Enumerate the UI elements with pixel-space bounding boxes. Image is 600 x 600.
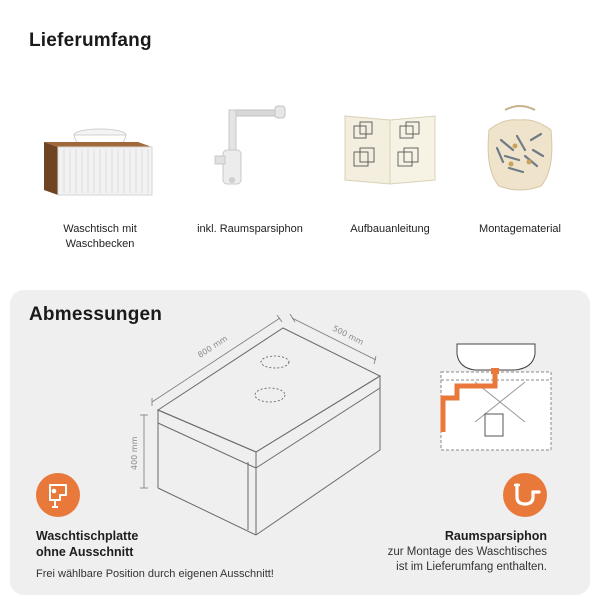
- delivery-item-label-mounting: Montagematerial: [479, 223, 561, 235]
- feature-countertop-text: Frei wählbare Position durch eigenen Ausschnitt!: [36, 568, 274, 580]
- depth-dimension-label: 500 mm: [331, 323, 365, 347]
- siphon-icon: [503, 473, 547, 517]
- feature-countertop-title: Waschtischplatte ohne Ausschnitt: [36, 529, 139, 559]
- delivery-item-label-siphon: inkl. Raumsparsiphon: [197, 223, 303, 235]
- assembly-manual-image: [340, 112, 440, 187]
- cabinet-dimension-drawing: [120, 310, 400, 540]
- height-dimension-label: 400 mm: [130, 436, 139, 470]
- siphon-image: [205, 102, 295, 197]
- delivery-item-label-manual: Aufbauanleitung: [350, 223, 430, 235]
- section-title-delivery: Lieferumfang: [29, 30, 152, 51]
- delivery-item-label-vanity: Waschtisch mit Waschbecken: [63, 223, 137, 250]
- siphon-installation-diagram: [435, 340, 555, 455]
- mounting-material-image: [475, 100, 565, 195]
- vanity-with-basin-image: [40, 115, 160, 200]
- feature-siphon-text: zur Montage des Waschtisches ist im Lieferumfang enthalten.: [387, 546, 547, 573]
- feature-siphon-title: Raumsparsiphon: [444, 529, 547, 543]
- section-title-dimensions: Abmessungen: [29, 304, 163, 325]
- jigsaw-icon: [36, 473, 80, 517]
- width-dimension-label: 800 mm: [196, 333, 230, 360]
